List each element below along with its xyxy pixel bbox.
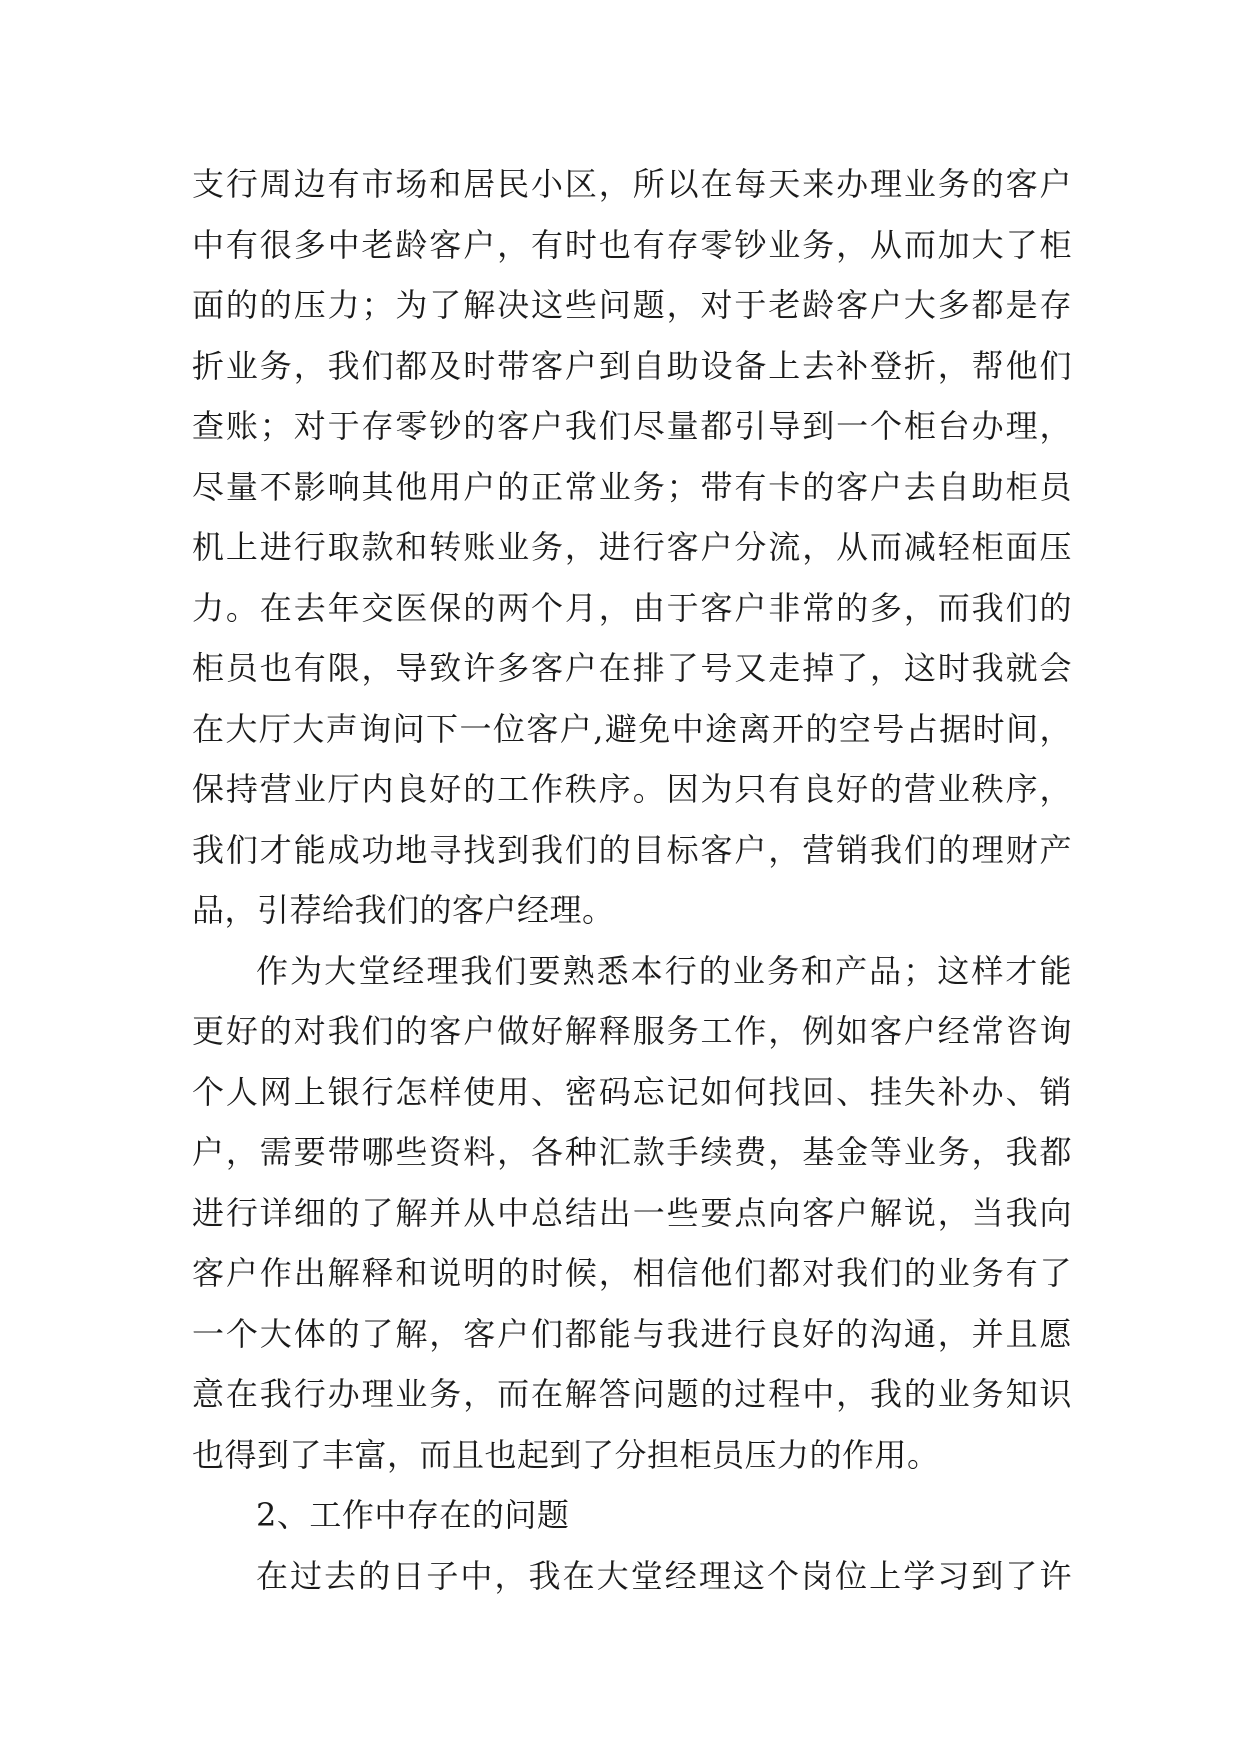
text-line: 查账；对于存零钞的客户我们尽量都引导到一个柜台办理，: [192, 407, 1072, 445]
text-line: 客户作出解释和说明的时候，相信他们都对我们的业务有了: [192, 1254, 1072, 1292]
text-line: 折业务，我们都及时带客户到自助设备上去补登折，帮他们: [192, 346, 1072, 385]
text-line: 柜员也有限，导致许多客户在排了号又走掉了，这时我就会: [192, 649, 1072, 687]
text-line: 品，引荐给我们的客户经理。: [192, 891, 615, 929]
text-line: 户，需要带哪些资料，各种汇款手续费，基金等业务，我都: [192, 1133, 1072, 1171]
text-line: 作为大堂经理我们要熟悉本行的业务和产品；这样才能: [256, 951, 1072, 990]
text-line: 中有很多中老龄客户，有时也有存零钞业务，从而加大了柜: [192, 225, 1072, 264]
text-line: 也得到了丰富，而且也起到了分担柜员压力的作用。: [192, 1435, 940, 1474]
text-line: 机上进行取款和转账业务，进行客户分流，从而减轻柜面压: [192, 528, 1072, 566]
text-line: 在大厅大声询问下一位客户,避免中途离开的空号占据时间，: [192, 709, 1072, 748]
text-line: 力。在去年交医保的两个月，由于客户非常的多，而我们的: [192, 588, 1072, 627]
text-line: 尽量不影响其他用户的正常业务；带有卡的客户去自助柜员: [192, 467, 1072, 506]
text-line: 意在我行办理业务，而在解答问题的过程中，我的业务知识: [192, 1375, 1072, 1413]
text-line: 进行详细的了解并从中总结出一些要点向客户解说，当我向: [192, 1193, 1072, 1232]
text-line: 我们才能成功地寻找到我们的目标客户，营销我们的理财产: [192, 830, 1072, 869]
text-line: 保持营业厅内良好的工作秩序。因为只有良好的营业秩序，: [192, 770, 1072, 808]
text-line: 更好的对我们的客户做好解释服务工作，例如客户经常咨询: [192, 1012, 1072, 1050]
document-body-text: [192, 154, 1072, 1606]
text-line: 支行周边有市场和居民小区，所以在每天来办理业务的客户: [192, 165, 1072, 203]
text-line: 个人网上银行怎样使用、密码忘记如何找回、挂失补办、销: [192, 1072, 1072, 1111]
text-line: 一个大体的了解，客户们都能与我进行良好的沟通，并且愿: [192, 1314, 1072, 1353]
text-line: 面的的压力；为了解决这些问题，对于老龄客户大多都是存: [192, 286, 1072, 324]
text-line: 2、工作中存在的问题: [256, 1496, 570, 1534]
text-line: 在过去的日子中，我在大堂经理这个岗位上学习到了许: [256, 1556, 1072, 1595]
